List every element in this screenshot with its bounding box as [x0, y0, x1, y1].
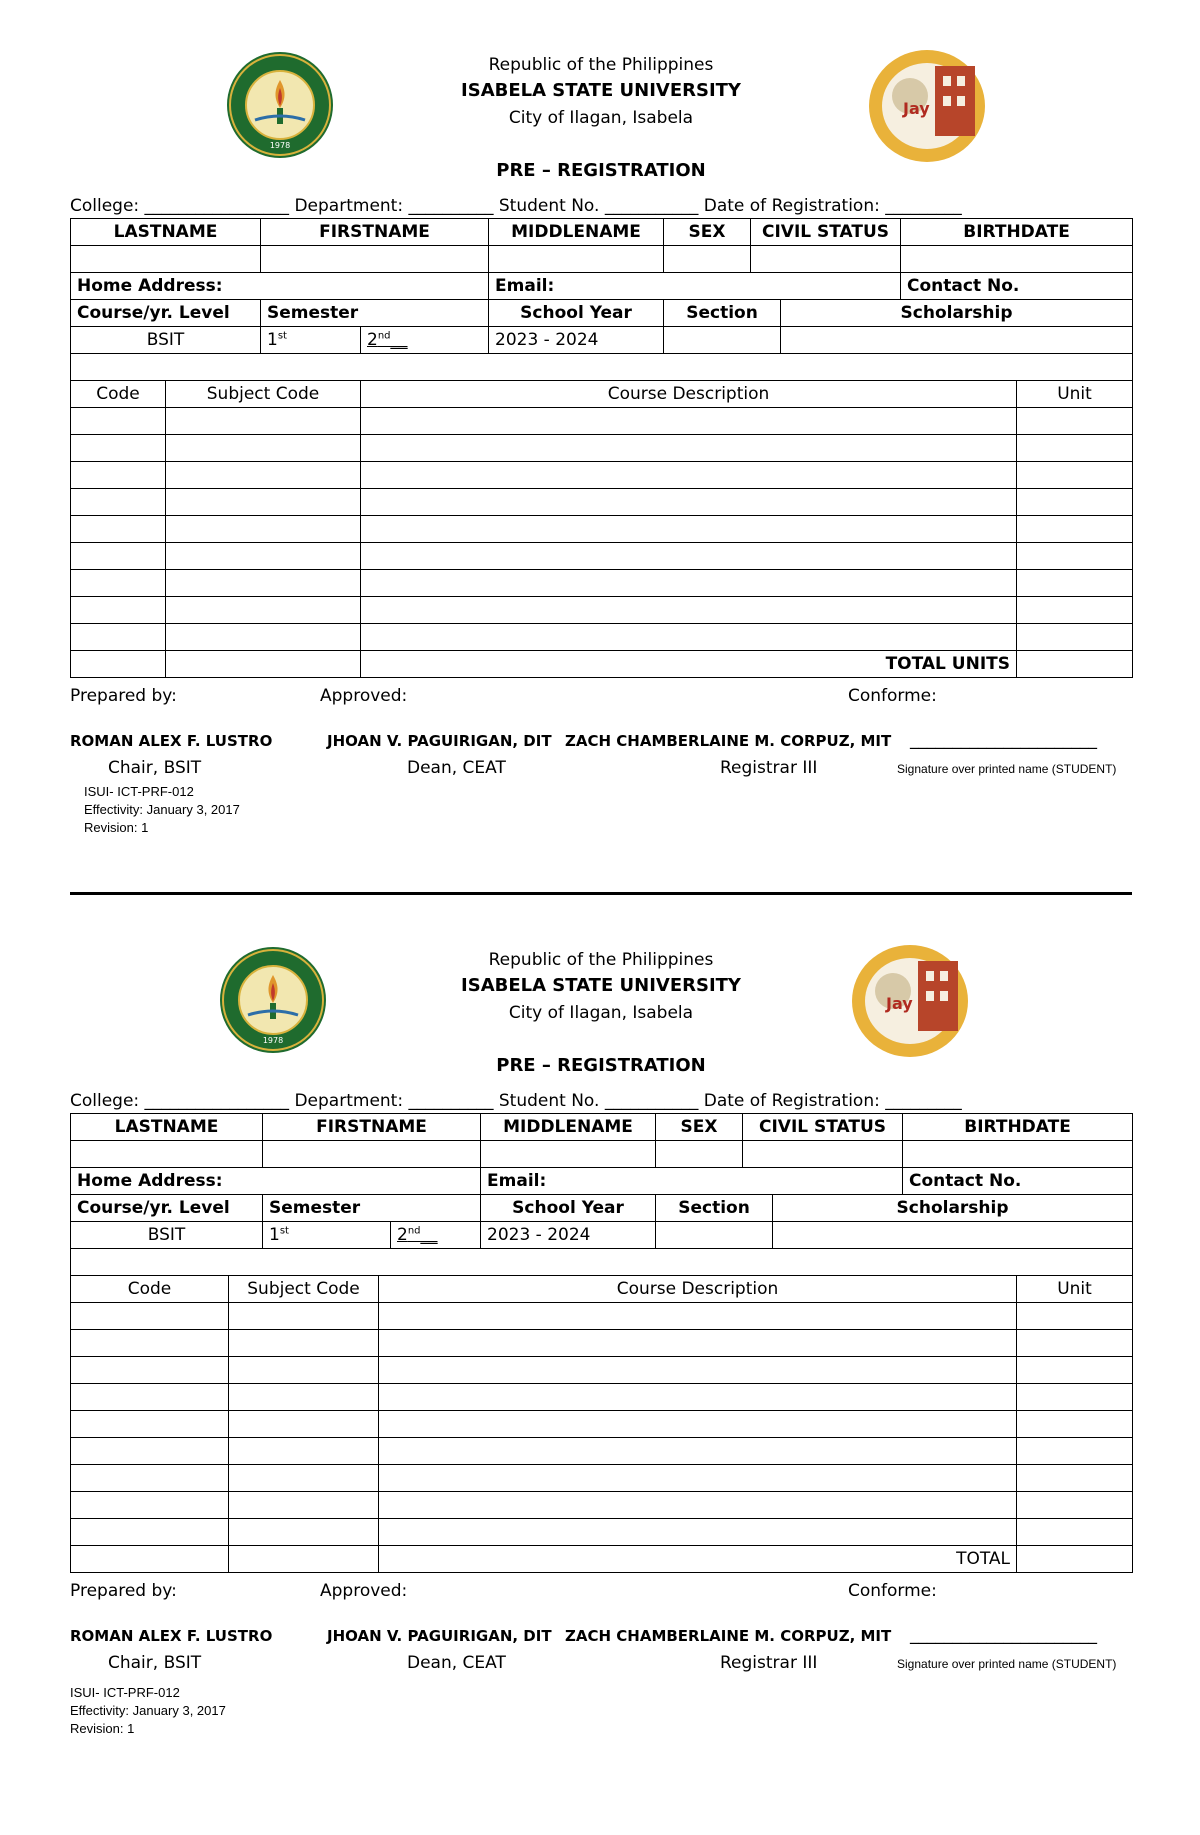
dean-title: Dean, CEAT	[407, 758, 506, 778]
semester-label: Semester	[261, 300, 489, 327]
college-field[interactable]: College: _________________	[70, 196, 290, 216]
semester-label: Semester	[263, 1195, 481, 1222]
registration-form-2	[70, 935, 1132, 1753]
subject-header-unit: Unit	[1017, 1276, 1133, 1303]
header-birthdate: BIRTHDATE	[903, 1114, 1133, 1141]
section-input[interactable]	[656, 1222, 773, 1249]
chair-title: Chair, BSIT	[108, 758, 202, 778]
birthdate-input[interactable]	[901, 246, 1133, 273]
registrar-title: Registrar III	[720, 1653, 818, 1673]
semester-2nd-option[interactable]: 2nd__	[391, 1222, 481, 1249]
table-row	[71, 462, 1133, 489]
city-text: City of Ilagan, Isabela	[508, 108, 694, 128]
prepared-by-label: Prepared by:	[70, 686, 177, 706]
table-row	[71, 1465, 1133, 1492]
doc-code: ISUI- ICT-PRF-012	[70, 1685, 180, 1700]
subject-header-code: Code	[71, 1276, 229, 1303]
subject-header-description: Course Description	[379, 1276, 1017, 1303]
approved-label: Approved:	[320, 1581, 408, 1601]
table-row	[71, 597, 1133, 624]
contact-no-field[interactable]: Contact No.	[901, 273, 1133, 300]
svg-text:1978: 1978	[269, 141, 291, 150]
ict-logo-icon	[865, 46, 995, 166]
student-no-field[interactable]: Student No. ___________	[498, 1091, 699, 1111]
table-row	[71, 435, 1133, 462]
prepared-by-label: Prepared by:	[70, 1581, 177, 1601]
chair-name: ROMAN ALEX F. LUSTRO	[70, 732, 273, 750]
form-header	[70, 40, 1132, 190]
scholarship-label: Scholarship	[773, 1195, 1133, 1222]
subjects-table	[70, 380, 1133, 678]
header-civil-status: CIVIL STATUS	[743, 1114, 903, 1141]
table-row	[71, 489, 1133, 516]
header-birthdate: BIRTHDATE	[901, 219, 1133, 246]
date-of-registration-field[interactable]: Date of Registration: _________	[703, 1091, 962, 1111]
chair-title: Chair, BSIT	[108, 1653, 202, 1673]
header-firstname: FIRSTNAME	[261, 219, 489, 246]
semester-1st-option[interactable]: 1st	[263, 1222, 391, 1249]
lastname-input[interactable]	[71, 246, 261, 273]
chair-name: ROMAN ALEX F. LUSTRO	[70, 1627, 273, 1645]
school-year-value: 2023 - 2024	[481, 1222, 656, 1249]
city-text: City of Ilagan, Isabela	[508, 1003, 694, 1023]
spacer-row	[71, 1249, 1133, 1276]
table-row	[71, 1384, 1133, 1411]
scholarship-input[interactable]	[781, 327, 1133, 354]
student-no-field[interactable]: Student No. ___________	[498, 196, 699, 216]
approved-label: Approved:	[320, 686, 408, 706]
civil-status-input[interactable]	[743, 1141, 903, 1168]
civil-status-input[interactable]	[751, 246, 901, 273]
header-civil-status: CIVIL STATUS	[751, 219, 901, 246]
school-year-label: School Year	[481, 1195, 656, 1222]
department-field[interactable]: Department: __________	[294, 196, 494, 216]
subject-header-subject-code: Subject Code	[166, 381, 361, 408]
header-sex: SEX	[664, 219, 751, 246]
table-row	[71, 1438, 1133, 1465]
course-value: BSIT	[71, 1222, 263, 1249]
course-level-label: Course/yr. Level	[71, 1195, 263, 1222]
dean-name: JHOAN V. PAGUIRIGAN, DIT	[327, 1627, 552, 1645]
email-field[interactable]: Email:	[481, 1168, 903, 1195]
student-signature-caption: Signature over printed name (STUDENT)	[897, 762, 1117, 776]
table-row	[71, 408, 1133, 435]
form-title: PRE – REGISTRATION	[496, 160, 706, 181]
school-year-value: 2023 - 2024	[489, 327, 664, 354]
svg-text:1978: 1978	[262, 1036, 284, 1045]
course-level-label: Course/yr. Level	[71, 300, 261, 327]
svg-text:Jay: Jay	[886, 994, 913, 1013]
middlename-input[interactable]	[481, 1141, 656, 1168]
table-row	[71, 1330, 1133, 1357]
table-row	[71, 570, 1133, 597]
department-field[interactable]: Department: __________	[294, 1091, 494, 1111]
conforme-label: Conforme:	[848, 686, 937, 706]
header-middlename: MIDDLENAME	[481, 1114, 656, 1141]
info-line	[70, 196, 1132, 218]
university-name: ISABELA STATE UNIVERSITY	[461, 975, 741, 996]
semester-1st-option[interactable]: 1st	[261, 327, 361, 354]
firstname-input[interactable]	[263, 1141, 481, 1168]
doc-code: ISUI- ICT-PRF-012	[84, 784, 194, 799]
table-row	[71, 516, 1133, 543]
total-units-label: TOTAL UNITS	[361, 651, 1017, 678]
student-info-table	[70, 1113, 1133, 1276]
signature-section	[70, 1573, 1132, 1753]
subject-header-description: Course Description	[361, 381, 1017, 408]
subjects-table	[70, 1275, 1133, 1573]
total-label: TOTAL	[379, 1546, 1017, 1573]
student-signature-caption: Signature over printed name (STUDENT)	[897, 1657, 1117, 1671]
republic-text: Republic of the Philippines	[488, 950, 714, 970]
effectivity: Effectivity: January 3, 2017	[84, 802, 240, 817]
email-field[interactable]: Email:	[489, 273, 901, 300]
table-row	[71, 624, 1133, 651]
registrar-name: ZACH CHAMBERLAINE M. CORPUZ, MIT	[565, 1627, 892, 1645]
section-input[interactable]	[664, 327, 781, 354]
effectivity: Effectivity: January 3, 2017	[70, 1703, 226, 1718]
home-address-field[interactable]: Home Address:	[71, 273, 489, 300]
student-signature-line[interactable]: ______________________	[910, 1625, 1097, 1645]
student-info-table	[70, 218, 1133, 381]
total-units-input[interactable]	[1017, 1546, 1133, 1573]
college-field[interactable]: College: _________________	[70, 1091, 290, 1111]
signature-section	[70, 678, 1132, 858]
header-lastname: LASTNAME	[71, 1114, 263, 1141]
date-of-registration-field[interactable]: Date of Registration: _________	[703, 196, 962, 216]
home-address-field[interactable]: Home Address:	[71, 1168, 481, 1195]
middlename-input[interactable]	[489, 246, 664, 273]
university-name: ISABELA STATE UNIVERSITY	[461, 80, 741, 101]
dean-title: Dean, CEAT	[407, 1653, 506, 1673]
table-row	[71, 1411, 1133, 1438]
info-line	[70, 1091, 1132, 1113]
revision: Revision: 1	[84, 820, 149, 835]
course-value: BSIT	[71, 327, 261, 354]
conforme-label: Conforme:	[848, 1581, 937, 1601]
total-units-input[interactable]	[1017, 651, 1133, 678]
registrar-name: ZACH CHAMBERLAINE M. CORPUZ, MIT	[565, 732, 892, 750]
section-label: Section	[656, 1195, 773, 1222]
subject-header-subject-code: Subject Code	[229, 1276, 379, 1303]
school-year-label: School Year	[489, 300, 664, 327]
scholarship-input[interactable]	[773, 1222, 1133, 1249]
spacer-row	[71, 354, 1133, 381]
semester-2nd-option[interactable]: 2nd__	[361, 327, 489, 354]
table-row	[71, 1492, 1133, 1519]
table-row	[71, 1519, 1133, 1546]
section-label: Section	[664, 300, 781, 327]
registrar-title: Registrar III	[720, 758, 818, 778]
student-signature-line[interactable]: ______________________	[910, 730, 1097, 750]
contact-no-field[interactable]: Contact No.	[903, 1168, 1133, 1195]
table-row	[71, 1357, 1133, 1384]
revision: Revision: 1	[70, 1721, 135, 1736]
sex-input[interactable]	[656, 1141, 743, 1168]
republic-text: Republic of the Philippines	[488, 55, 714, 75]
table-row	[71, 1303, 1133, 1330]
sex-input[interactable]	[664, 246, 751, 273]
header-middlename: MIDDLENAME	[489, 219, 664, 246]
scholarship-label: Scholarship	[781, 300, 1133, 327]
table-row	[71, 543, 1133, 570]
lastname-input[interactable]	[71, 1141, 263, 1168]
form-title: PRE – REGISTRATION	[496, 1055, 706, 1076]
header-lastname: LASTNAME	[71, 219, 261, 246]
registration-form-1	[70, 40, 1132, 858]
header-sex: SEX	[656, 1114, 743, 1141]
birthdate-input[interactable]	[903, 1141, 1133, 1168]
subject-header-code: Code	[71, 381, 166, 408]
subject-header-unit: Unit	[1017, 381, 1133, 408]
svg-text:Jay: Jay	[903, 99, 930, 118]
firstname-input[interactable]	[261, 246, 489, 273]
form-header	[70, 935, 1132, 1085]
ict-logo-icon	[848, 941, 978, 1061]
header-firstname: FIRSTNAME	[263, 1114, 481, 1141]
form-divider	[70, 892, 1132, 895]
dean-name: JHOAN V. PAGUIRIGAN, DIT	[327, 732, 552, 750]
